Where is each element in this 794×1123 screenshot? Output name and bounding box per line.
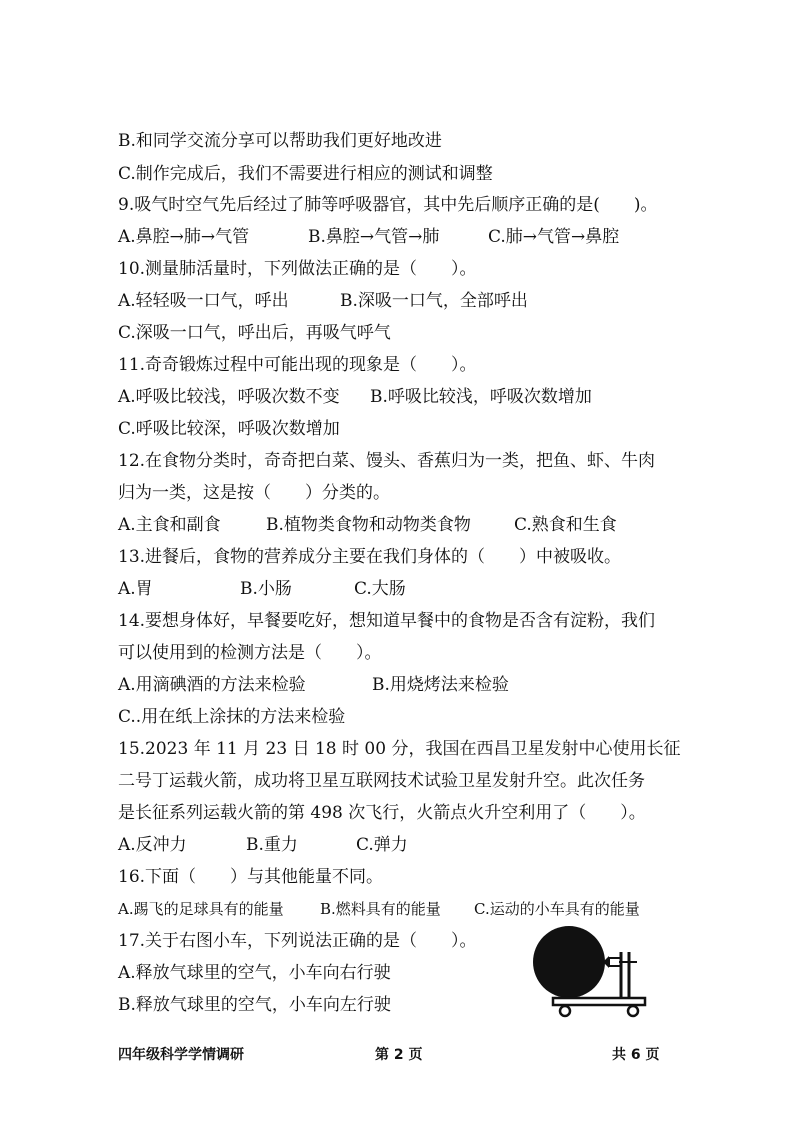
cart-wheel-left	[560, 1006, 570, 1016]
q8-option-c: C.制作完成后，我们不需要进行相应的测试和调整	[118, 164, 493, 184]
q11-option-b: B.呼吸比较浅，呼吸次数增加	[370, 387, 592, 407]
q16-stem: 16.下面（ ）与其他能量不同。	[118, 867, 384, 887]
q14-stem-line2: 可以使用到的检测方法是（ ）。	[118, 643, 382, 663]
q12-option-c: C.熟食和生食	[514, 515, 617, 535]
q12-stem-line2: 归为一类，这是按（ ）分类的。	[118, 483, 390, 503]
cart-body	[553, 998, 645, 1005]
q8-option-b: B.和同学交流分享可以帮助我们更好地改进	[118, 131, 442, 151]
q17-stem: 17.关于右图小车，下列说法正确的是（ ）。	[118, 931, 477, 951]
q15-stem-line3: 是长征系列运载火箭的第 498 次飞行，火箭点火升空利用了（ ）。	[118, 803, 646, 823]
q15-option-b: B.重力	[246, 835, 298, 855]
q9-option-c: C.肺→气管→鼻腔	[488, 227, 620, 247]
balloon	[533, 926, 605, 998]
footer-subject: 四年级科学学情调研	[118, 1047, 244, 1063]
q9-stem: 9.吸气时空气先后经过了肺等呼吸器官，其中先后顺序正确的是( )。	[118, 195, 658, 215]
q12-option-b: B.植物类食物和动物类食物	[266, 515, 471, 535]
balloon-cart-figure	[525, 922, 655, 1022]
q9-option-b: B.鼻腔→气管→肺	[308, 227, 440, 247]
q10-option-a: A.轻轻吸一口气，呼出	[118, 291, 289, 311]
q14-option-b: B.用烧烤法来检验	[372, 675, 509, 695]
q13-option-a: A.胃	[118, 579, 153, 599]
q9-option-a: A.鼻腔→肺→气管	[118, 227, 250, 247]
q10-option-c: C.深吸一口气，呼出后，再吸气呼气	[118, 323, 391, 343]
q16-options	[118, 898, 678, 920]
footer-page-number: 第 2 页	[375, 1047, 423, 1063]
q10-options	[118, 290, 678, 312]
q12-stem-line1: 12.在食物分类时，奇奇把白菜、馒头、香蕉归为一类，把鱼、虾、牛肉	[118, 451, 656, 471]
q15-options	[118, 834, 678, 856]
q12-option-a: A.主食和副食	[118, 515, 221, 535]
footer-total-pages: 共 6 页	[612, 1047, 660, 1063]
q17-option-b: B.释放气球里的空气，小车向左行驶	[118, 995, 391, 1015]
cart-wheel-right	[628, 1006, 638, 1016]
q16-option-b: B.燃料具有的能量	[320, 900, 441, 918]
q10-option-b: B.深吸一口气，全部呼出	[340, 291, 528, 311]
q14-option-c: C..用在纸上涂抹的方法来检验	[118, 707, 346, 727]
q16-option-c: C.运动的小车具有的能量	[474, 900, 640, 918]
q13-options	[118, 578, 678, 600]
q9-options	[118, 226, 678, 248]
q15-stem-line2: 二号丁运载火箭，成功将卫星互联网技术试验卫星发射升空。此次任务	[118, 771, 645, 791]
q12-options	[118, 514, 678, 536]
q10-stem: 10.测量肺活量时，下列做法正确的是（ ）。	[118, 259, 477, 279]
q13-option-b: B.小肠	[240, 579, 292, 599]
q11-option-c: C.呼吸比较深，呼吸次数增加	[118, 419, 340, 439]
q15-option-c: C.弹力	[356, 835, 408, 855]
q14-stem-line1: 14.要想身体好，早餐要吃好，想知道早餐中的食物是否含有淀粉，我们	[118, 611, 656, 631]
q14-option-a: A.用滴碘酒的方法来检验	[118, 675, 306, 695]
q17-option-a: A.释放气球里的空气，小车向右行驶	[118, 963, 391, 983]
q11-stem: 11.奇奇锻炼过程中可能出现的现象是（ ）。	[118, 355, 477, 375]
q15-stem-line1: 15.2023 年 11 月 23 日 18 时 00 分，我国在西昌卫星发射中心使用长征	[118, 739, 681, 759]
q13-option-c: C.大肠	[354, 579, 406, 599]
q13-stem: 13.进餐后，食物的营养成分主要在我们身体的（ ）中被吸收。	[118, 547, 622, 567]
q11-option-a: A.呼吸比较浅，呼吸次数不变	[118, 387, 340, 407]
q14-options	[118, 674, 678, 696]
q11-options	[118, 386, 678, 408]
q16-option-a: A.踢飞的足球具有的能量	[118, 900, 284, 918]
q15-option-a: A.反冲力	[118, 835, 187, 855]
